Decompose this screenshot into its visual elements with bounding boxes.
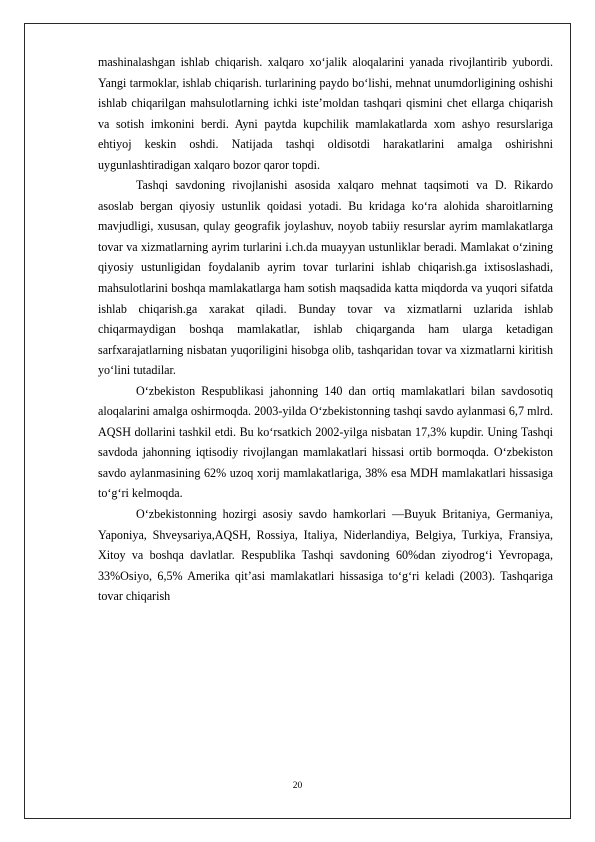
paragraph-1: mashinalashgan ishlab chiqarish. xalqaro xo‘jalik aloqalarini yanada rivojlantirib yubordi. Yangi tarmoklar, ishlab chiqarish. turlarining paydo bo‘lishi, mehnat unumdorligining oshishi ishlab chiqarilgan mahsulotlarning ichki iste’moldan tashqari qismini chet ellarga chiqarish va sotish imkonini berdi. Ayni paytda kupchilik mamlakatlarda xom ashyo resurslariga ehtiyoj keskin oshdi. Natijada tashqi oldisotdi harakatlarini amalga oshirishni uygunlashtiradigan xalqaro bozor qaror topdi.	[98, 55, 553, 172]
paragraph-2: Tashqi savdoning rivojlanishi asosida xalqaro mehnat taqsimoti va D. Rikardo asoslab bergan qiyosiy ustunlik qoidasi yotadi. Bu kridaga ko‘ra alohida sharoitlarning mavjudligi, xususan, qulay geografik joylashuv, noyob tabiiy resurslar ayrim mamlakatlarga tovar va xizmatlarning ayrim turlarini i.ch.da muayyan ustunliklar beradi. Mamlakat o‘zining qiyosiy ustunligidan foydalanib ayrim tovar turlarini ishlab chiqarish.ga ixtisoslashadi, mahsulotlarini boshqa mamlakatlarga ham sotish maqsadida katta miqdorda va yuqori sifatda ishlab chiqarish.ga xarakat qiladi. Bunday tovar va xizmatlarni uzlarida ishlab chiqarmaydigan boshqa mamlakatlar, ishlab chiqarganda ham ularga ketadigan sarfxarajatlarning nisbatan yuqoriligini hisobga olib, tashqaridan tovar va xizmatlarni kiritish yo‘lini tutadilar.	[98, 178, 553, 378]
page-number: 20	[292, 781, 303, 791]
paragraph-4: O‘zbekistonning hozirgi asosiy savdo hamkorlari —Buyuk Britaniya, Germaniya, Yaponiya, Shveysariya,AQSH, Rossiya, Italiya, Niderlandiya, Belgiya, Turkiya, Fransiya, Xitoy va boshqa davlatlar. Respublika Tashqi savdoning 60%dan ziyodrog‘i Yevropaga, 33%Osiyo, 6,5% Amerika qit’asi mamlakatlari hissasiga to‘g‘ri keladi (2003). Tashqariga tovar chiqarish	[98, 507, 553, 604]
paragraph-3: O‘zbekiston Respublikasi jahonning 140 dan ortiq mamlakatlari bilan savdosotiq aloqalarini amalga oshirmoqda. 2003-yilda O‘zbekistonning tashqi savdo aylanmasi 6,7 mlrd. AQSH dollarini tashkil etdi. Bu ko‘rsatkich 2002-yilga nisbatan 17,3% kupdir. Uning Tashqi savdoda jahonning iqtisodiy rivojlangan mamlakatlari hissasi ortib bormoqda. O‘zbekiston savdo aylanmasining 62% uzoq xorij mamlakatlariga, 38% esa MDH mamlakatlari hissasiga to‘g‘ri kelmoqda.	[98, 383, 553, 501]
document-body	[98, 52, 553, 607]
